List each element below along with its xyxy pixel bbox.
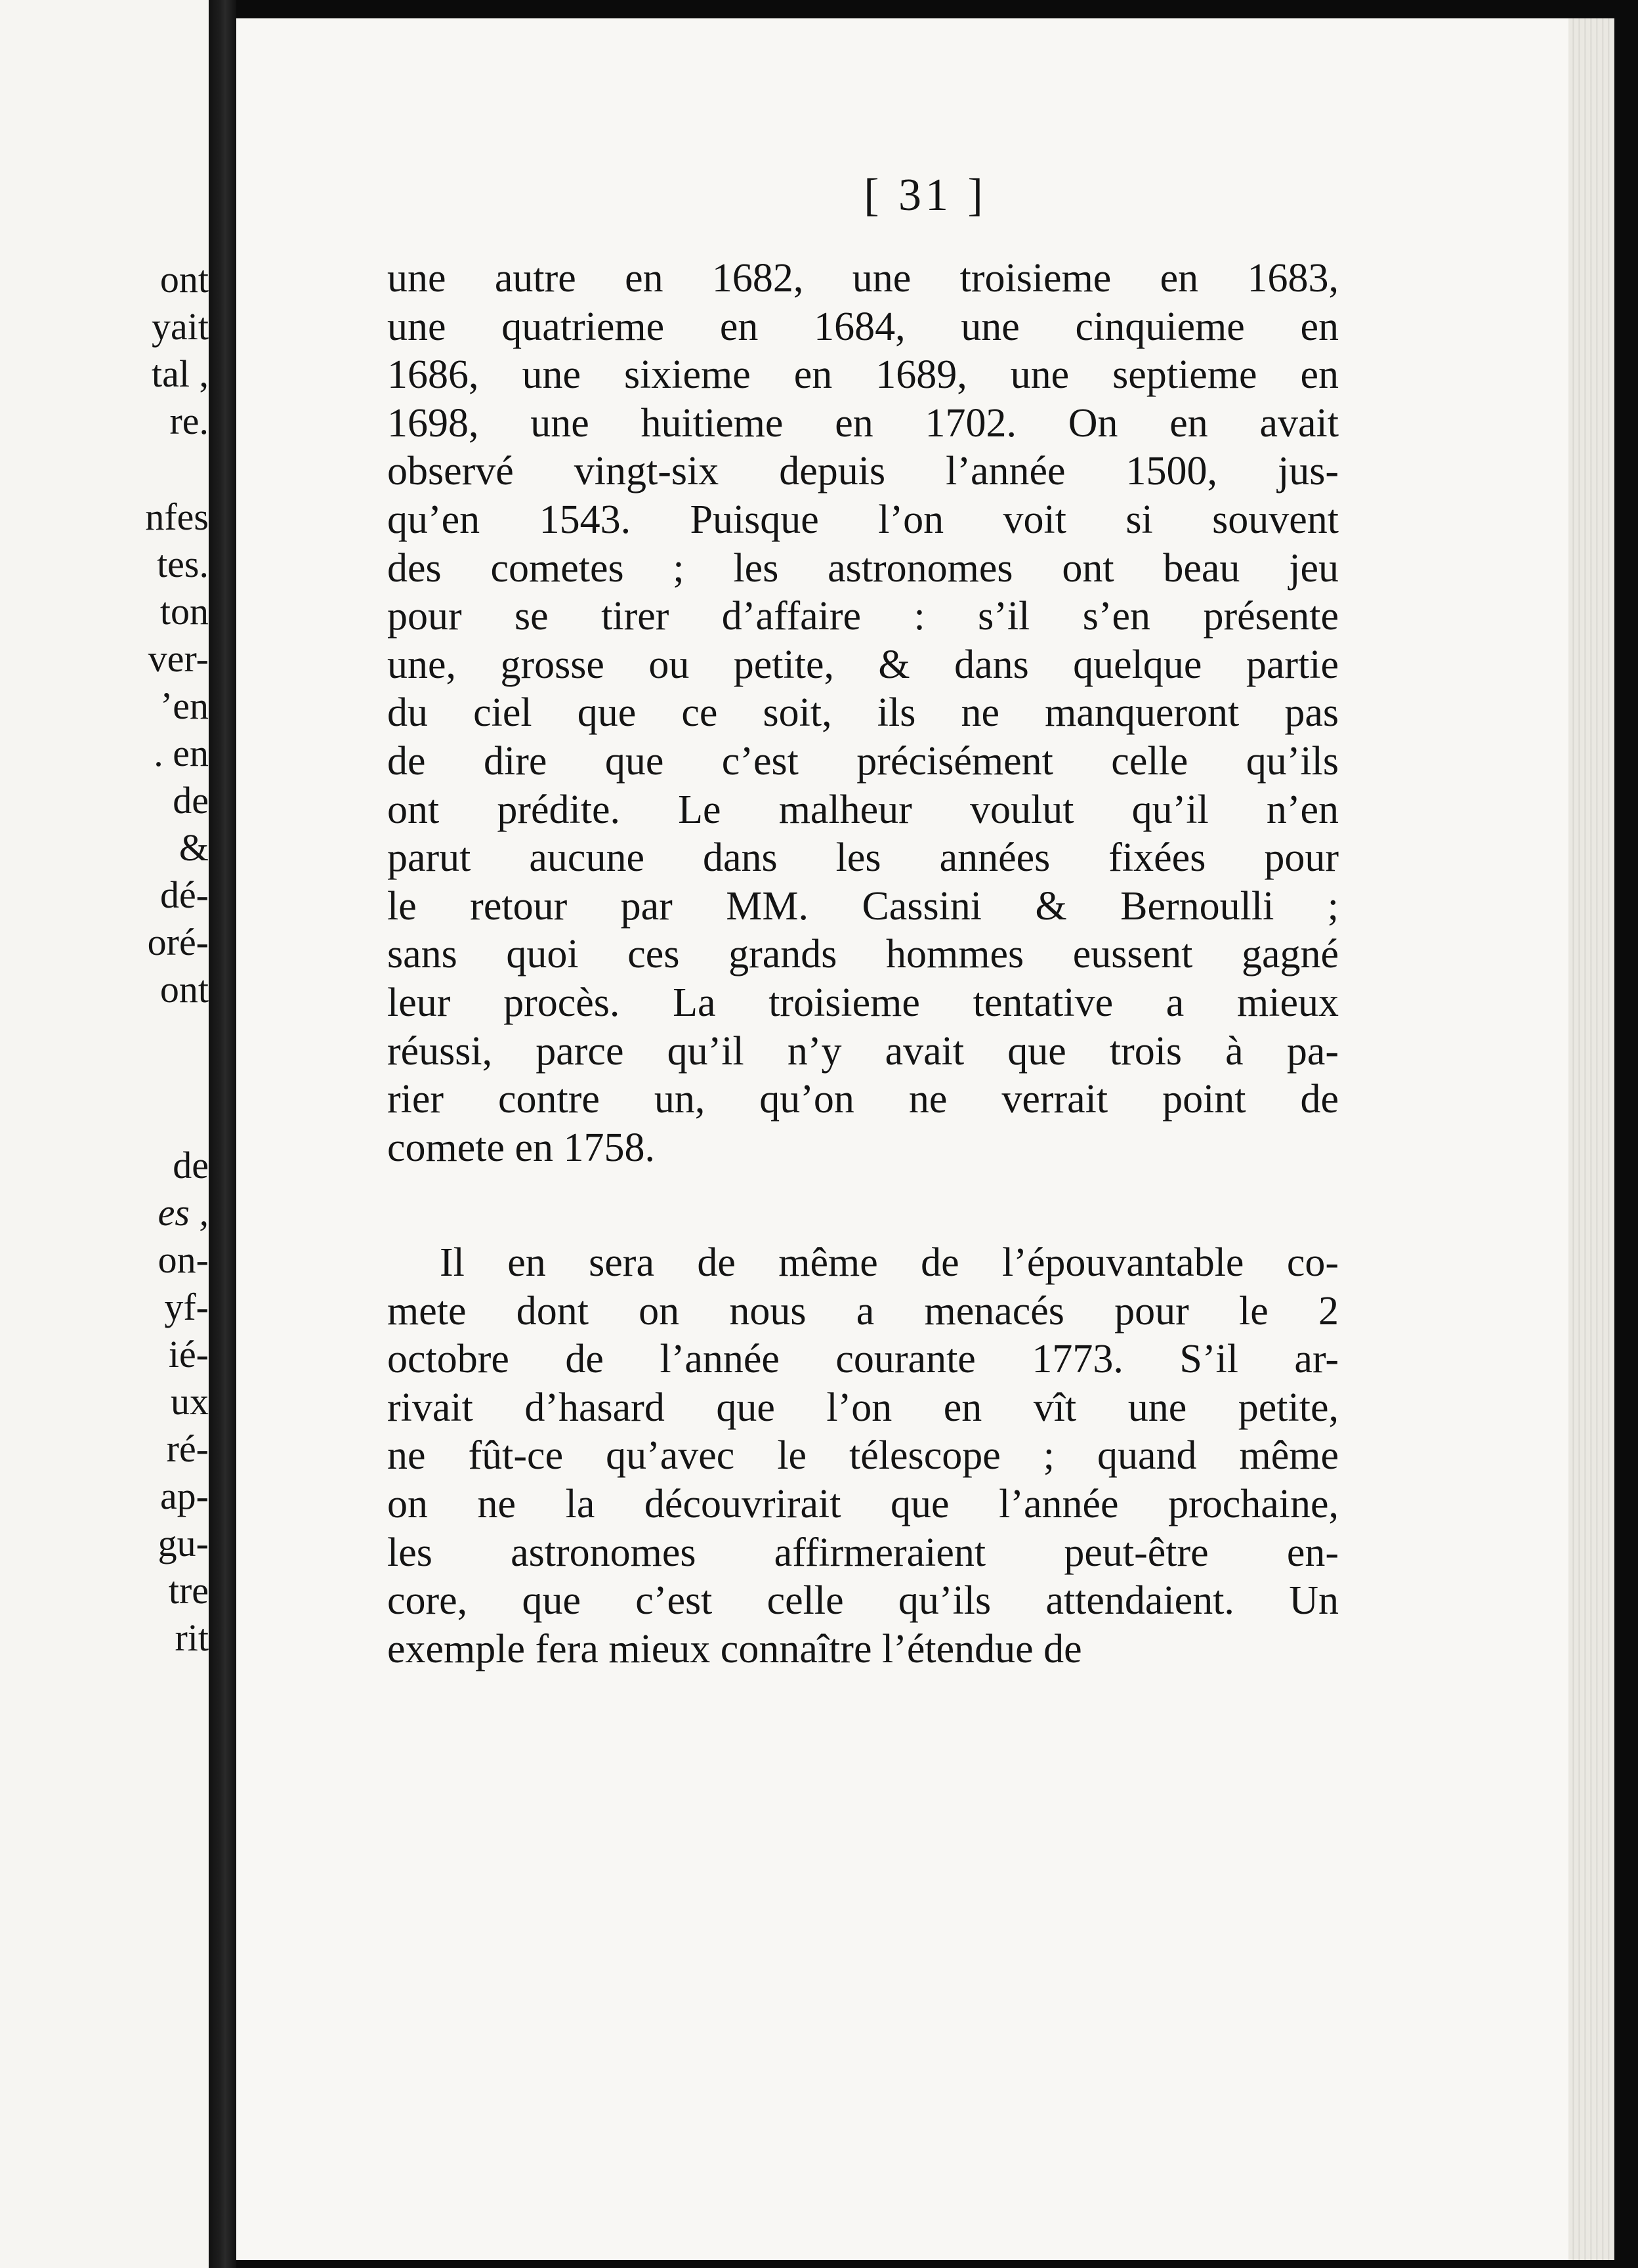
- paragraph-2: [387, 1239, 1339, 1673]
- facing-page-fragment: gu-: [158, 1522, 209, 1564]
- book-gutter: [209, 0, 236, 2268]
- facing-page-fragment: yait: [152, 305, 209, 348]
- facing-page-fragment: rit: [175, 1616, 209, 1659]
- page-edge: [1568, 18, 1614, 2260]
- text-line: les astronomes affirmeraient peut-être en-: [387, 1530, 1339, 1575]
- text-line: des cometes ; les astronomes ont beau jeu: [387, 545, 1339, 591]
- text-line: 1698, une huitieme en 1702. On en avait: [387, 400, 1339, 446]
- facing-page-fragment: de: [173, 779, 209, 822]
- text-line: du ciel que ce soit, ils ne manqueront pas: [387, 690, 1339, 736]
- text-line: parut aucune dans les années fixées pour: [387, 835, 1339, 881]
- text-line: exemple fera mieux connaître l’étendue de: [387, 1626, 1082, 1671]
- facing-page-fragment: yf-: [164, 1286, 209, 1328]
- text-line: une, grosse ou petite, & dans quelque partie: [387, 642, 1339, 687]
- text-line: octobre de l’année courante 1773. S’il ar-: [387, 1337, 1339, 1382]
- text-line: rier contre un, qu’on ne verrait point de: [387, 1077, 1339, 1122]
- facing-page-fragment: ié-: [168, 1333, 209, 1376]
- text-line: core, que c’est celle qu’ils attendaient. Un: [387, 1578, 1339, 1624]
- facing-page-fragment: tre: [168, 1569, 209, 1612]
- text-line: rivait d’hasard que l’on en vît une petite,: [387, 1385, 1339, 1430]
- facing-page-fragment: ont: [159, 258, 209, 301]
- text-line: ne fût-ce qu’avec le télescope ; quand même: [387, 1433, 1339, 1479]
- text-line: le retour par MM. Cassini & Bernoulli ;: [387, 883, 1339, 929]
- facing-page-fragment: ’en: [159, 684, 209, 727]
- facing-page-fragment: ont: [159, 968, 209, 1011]
- facing-page-fragment: on-: [158, 1238, 209, 1281]
- body-text: [387, 255, 1339, 1671]
- text-line: leur procès. La troisieme tentative a mieux: [387, 980, 1339, 1025]
- text-line: une quatrieme en 1684, une cinquieme en: [387, 304, 1339, 349]
- text-line: de dire que c’est précisément celle qu’ils: [387, 738, 1339, 784]
- facing-page-fragment: es ,: [158, 1191, 209, 1234]
- text-line: comete en 1758.: [387, 1125, 656, 1170]
- text-line: une autre en 1682, une troisieme en 1683,: [387, 256, 1339, 301]
- facing-page-fragment: de: [173, 1144, 209, 1186]
- text-line: on ne la découvrirait que l’année prochaine,: [387, 1481, 1339, 1526]
- facing-page-fragment: ver-: [148, 637, 209, 680]
- facing-page-fragment: nfes: [145, 495, 209, 538]
- facing-page-fragment: ap-: [159, 1475, 209, 1517]
- text-line: pour se tirer d’affaire : s’il s’en présente: [387, 594, 1339, 639]
- facing-page-fragment: tal ,: [152, 352, 209, 395]
- paragraph-1: [387, 255, 1339, 1172]
- book-page: [236, 18, 1614, 2260]
- facing-page-fragment: &: [178, 826, 209, 869]
- text-line: qu’en 1543. Puisque l’on voit si souvent: [387, 497, 1339, 542]
- text-line: Il en sera de même de l’épouvantable co-: [440, 1240, 1339, 1285]
- facing-page-fragment: ux: [171, 1380, 209, 1423]
- text-line: sans quoi ces grands hommes eussent gagné: [387, 932, 1339, 977]
- facing-page-fragment: ton: [159, 590, 209, 633]
- facing-page-fragment: oré-: [147, 921, 209, 963]
- text-line: ont prédite. Le malheur voulut qu’il n’en: [387, 787, 1339, 832]
- facing-page: [0, 0, 209, 2268]
- facing-page-fragment: re.: [169, 400, 209, 442]
- text-line: observé vingt-six depuis l’année 1500, jus-: [387, 449, 1339, 494]
- text-line: réussi, parce qu’il n’y avait que trois à pa-: [387, 1028, 1339, 1074]
- text-line: mete dont on nous a menacés pour le 2: [387, 1288, 1339, 1334]
- text-line: 1686, une sixieme en 1689, une septieme en: [387, 352, 1339, 398]
- facing-page-fragment: dé-: [159, 873, 209, 916]
- facing-page-fragment: ré-: [166, 1427, 209, 1470]
- page-number: [ 31 ]: [864, 170, 987, 220]
- facing-page-fragment: . en: [154, 732, 209, 774]
- facing-page-fragment: tes.: [157, 543, 209, 585]
